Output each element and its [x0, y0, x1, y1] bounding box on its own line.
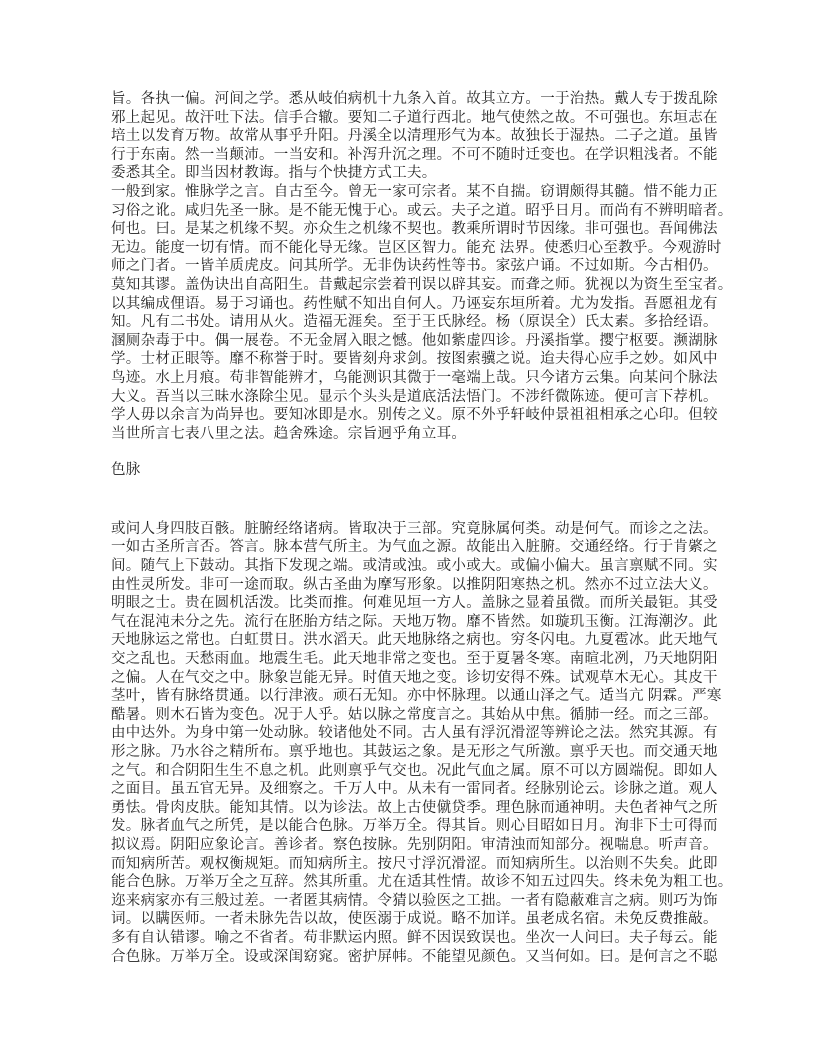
text-line: 明眼之士。贵在圆机活泼。比类而推。何难见垣一方人。盖脉之显着虽微。而所关最钜。其受: [111, 595, 718, 612]
text-line: 委悉其全。即当因材教诲。指与个快捷方式工夫。: [111, 165, 437, 182]
text-line: 由中达外。为身中第一处动脉。较诸他处不同。古人虽有浮沉滑涩等辨论之法。然究其源。有: [111, 725, 718, 742]
text-section-semai: [111, 520, 733, 966]
text-line: 交之乱也。天愁雨血。地震生毛。此天地非常之变也。至于夏暑冬寒。南暄北冽，乃天地阴阳: [111, 651, 718, 668]
text-line: 勇怯。骨肉皮肤。能知其情。以为诊法。故上古使僦贷季。理色脉而通神明。夫色者神气之所: [111, 799, 718, 816]
text-line: 行于东南。然一当颠沛。一当安和。补泻升沉之理。不可不随时迁变也。在学识粗浅者。不能: [111, 146, 718, 163]
text-line: 酷暑。则木石皆为变色。况于人乎。姑以脉之常度言之。其始从中焦。循肺一经。而之三部。: [111, 706, 718, 723]
text-line: 之气。和合阴阳生生不息之机。此则禀乎气交也。况此气血之属。原不可以方圆端倪。即如人: [111, 762, 718, 779]
text-line: 当世所言七表八里之法。趋舍殊途。宗旨迥乎角立耳。: [111, 425, 467, 442]
text-line: 迩来病家亦有三般过差。一者匿其病情。令猜以验医之工拙。一者有隐蔽难言之病。则巧为饰: [111, 892, 718, 909]
text-line: 词。以瞒医师。一者未脉先告以故，使医溺于成说。略不加详。虽老成名宿。未免反费推敲。: [111, 911, 718, 928]
text-line: 旨。各执一偏。河间之学。悉从岐伯病机十九条入首。故其立方。一于治热。戴人专于拨乱除: [111, 91, 718, 107]
text-line: 学。士材正眼等。靡不称誉于时。要皆刻舟求剑。按图索骥之说。迨夫得心应手之妙。如风中: [111, 351, 718, 368]
text-line: 或问人身四肢百骸。脏腑经络诸病。皆取决于三部。究竟脉属何类。动是何气。而诊之之法。: [111, 520, 718, 537]
text-line: 多有自认错谬。喻之不省者。苟非默运内照。鲜不因误致误也。坐次一人问曰。夫子每云。能: [111, 929, 718, 946]
text-line: 间。随气上下鼓动。其指下发现之端。或清或浊。或小或大。或偏小偏大。虽言禀赋不同。实: [111, 558, 718, 575]
text-line: 茎叶，皆有脉络贯通。以行津液。顽石无知。亦中怀脉理。以通山泽之气。适当亢 阴霖。严寒: [111, 688, 722, 705]
text-line: 由性灵所发。非可一途而取。纵古圣曲为摩写形象。以推阴阳寒热之机。然亦不过立法大义。: [111, 576, 718, 593]
chapter-heading: 色脉: [111, 462, 141, 479]
text-line: 莫知其谬。盖伪诀出自高阳生。昔戴起宗尝着刊误以辟其妄。而聋之师。犹视以为资生至宝者。: [111, 276, 733, 293]
text-line: 一般到家。惟脉学之言。自古至今。曾无一家可宗者。某不自揣。窃谓颇得其髓。惜不能力正: [111, 183, 718, 200]
text-line: 鸟迹。水上月痕。苟非智能辨才，乌能测识其微于一毫端上哉。只今诸方云集。向某问个脉法: [111, 369, 718, 386]
text-line: 拟议焉。阴阳应象论言。善诊者。察色按脉。先别阴阳。审清浊而知部分。视喘息。听声音。: [111, 836, 718, 853]
text-line: 邪上起见。故汗吐下法。信手合辙。要知二子道行西北。地气使然之故。不可强也。东垣志在: [111, 109, 718, 126]
text-line: 溷厕杂毒于中。偶一展卷。不无金屑入眼之憾。他如紫虚四诊。丹溪指掌。撄宁枢要。濒湖脉: [111, 332, 718, 349]
text-line: 以其编成俚语。易于习诵也。药性赋不知出自何人。乃诬妄东垣所着。尤为发指。吾愿祖龙有: [111, 295, 718, 312]
text-line: 知。凡有二书处。请用从火。造福无涯矣。至于王氏脉经。杨（原误全）氏太素。多拾经语。: [111, 314, 718, 331]
text-line: 之面目。虽五官无异。及细察之。千万人中。从未有一雷同者。经脉别论云。诊脉之道。观人: [111, 781, 718, 798]
text-line: 而知病所苦。观权衡规矩。而知病所主。按尺寸浮沉滑涩。而知病所生。以治则不失矣。此即: [111, 855, 718, 872]
page-content: [111, 90, 733, 966]
text-line: 无边。能度一切有情。而不能化导无缘。岂区区智力。能充 法界。使悉归心至教乎。今观游时: [111, 239, 722, 256]
text-line: 合色脉。万举万全。设或深闺窈窕。密护屏帏。不能望见颜色。又当何如。曰。是何言之不聪: [111, 948, 718, 965]
text-section-preface: [111, 90, 733, 443]
text-line: 师之门者。一皆羊质虎皮。问其所学。无非伪诀药性等书。家弦户诵。不过如斯。今古相仍。: [111, 258, 718, 275]
text-line: 气在混沌未分之先。流行在胚胎方结之际。天地万物。靡不皆然。如璇玑玉衡。江海潮汐。此: [111, 613, 718, 630]
text-line: 发。脉者血气之所凭，是以能合色脉。万举万全。得其旨。则心目昭如日月。洵非下士可得而: [111, 818, 718, 835]
text-line: 习俗之讹。咸归先圣一脉。是不能无愧于心。或云。夫子之道。昭乎日月。而尚有不辨明暗者。: [111, 202, 733, 219]
text-line: 一如古圣所言否。答言。脉本营气所主。为气血之源。故能出入脏腑。交通经络。行于肯綮之: [111, 539, 718, 556]
text-line: 能合色脉。万举万全之互辞。然其所重。尤在适其性情。故诊不知五过四失。终未免为粗工也。: [111, 874, 733, 891]
text-line: 大义。吾当以三昧水涤除尘见。显示个头头是道底活法悟门。不涉纤微陈迹。便可言下荐机。: [111, 388, 718, 405]
text-line: 天地脉运之常也。白虹贯日。洪水滔天。此天地脉络之病也。穷冬闪电。九夏雹冰。此天地气: [111, 632, 718, 649]
text-line: 培土以发育万物。故常从事乎升阳。丹溪全以清理形气为本。故独长于湿热。二子之道。虽皆: [111, 128, 718, 145]
text-line: 之偏。人在气交之中。脉象岂能无异。时值天地之变。诊切安得不殊。试观草木无心。其皮干: [111, 669, 718, 686]
text-line: 何也。曰。是某之机缘不契。亦众生之机缘不契也。教乘所谓时节因缘。非可强也。吾闻佛法: [111, 221, 718, 238]
text-line: 形之脉。乃水谷之精所布。禀乎地也。其鼓运之象。是无形之气所激。禀乎天也。而交通天地: [111, 744, 718, 760]
text-line: 学人毋以余言为尚异也。要知冰即是水。别传之义。原不外乎轩岐仲景祖祖相承之心印。但较: [111, 407, 718, 424]
